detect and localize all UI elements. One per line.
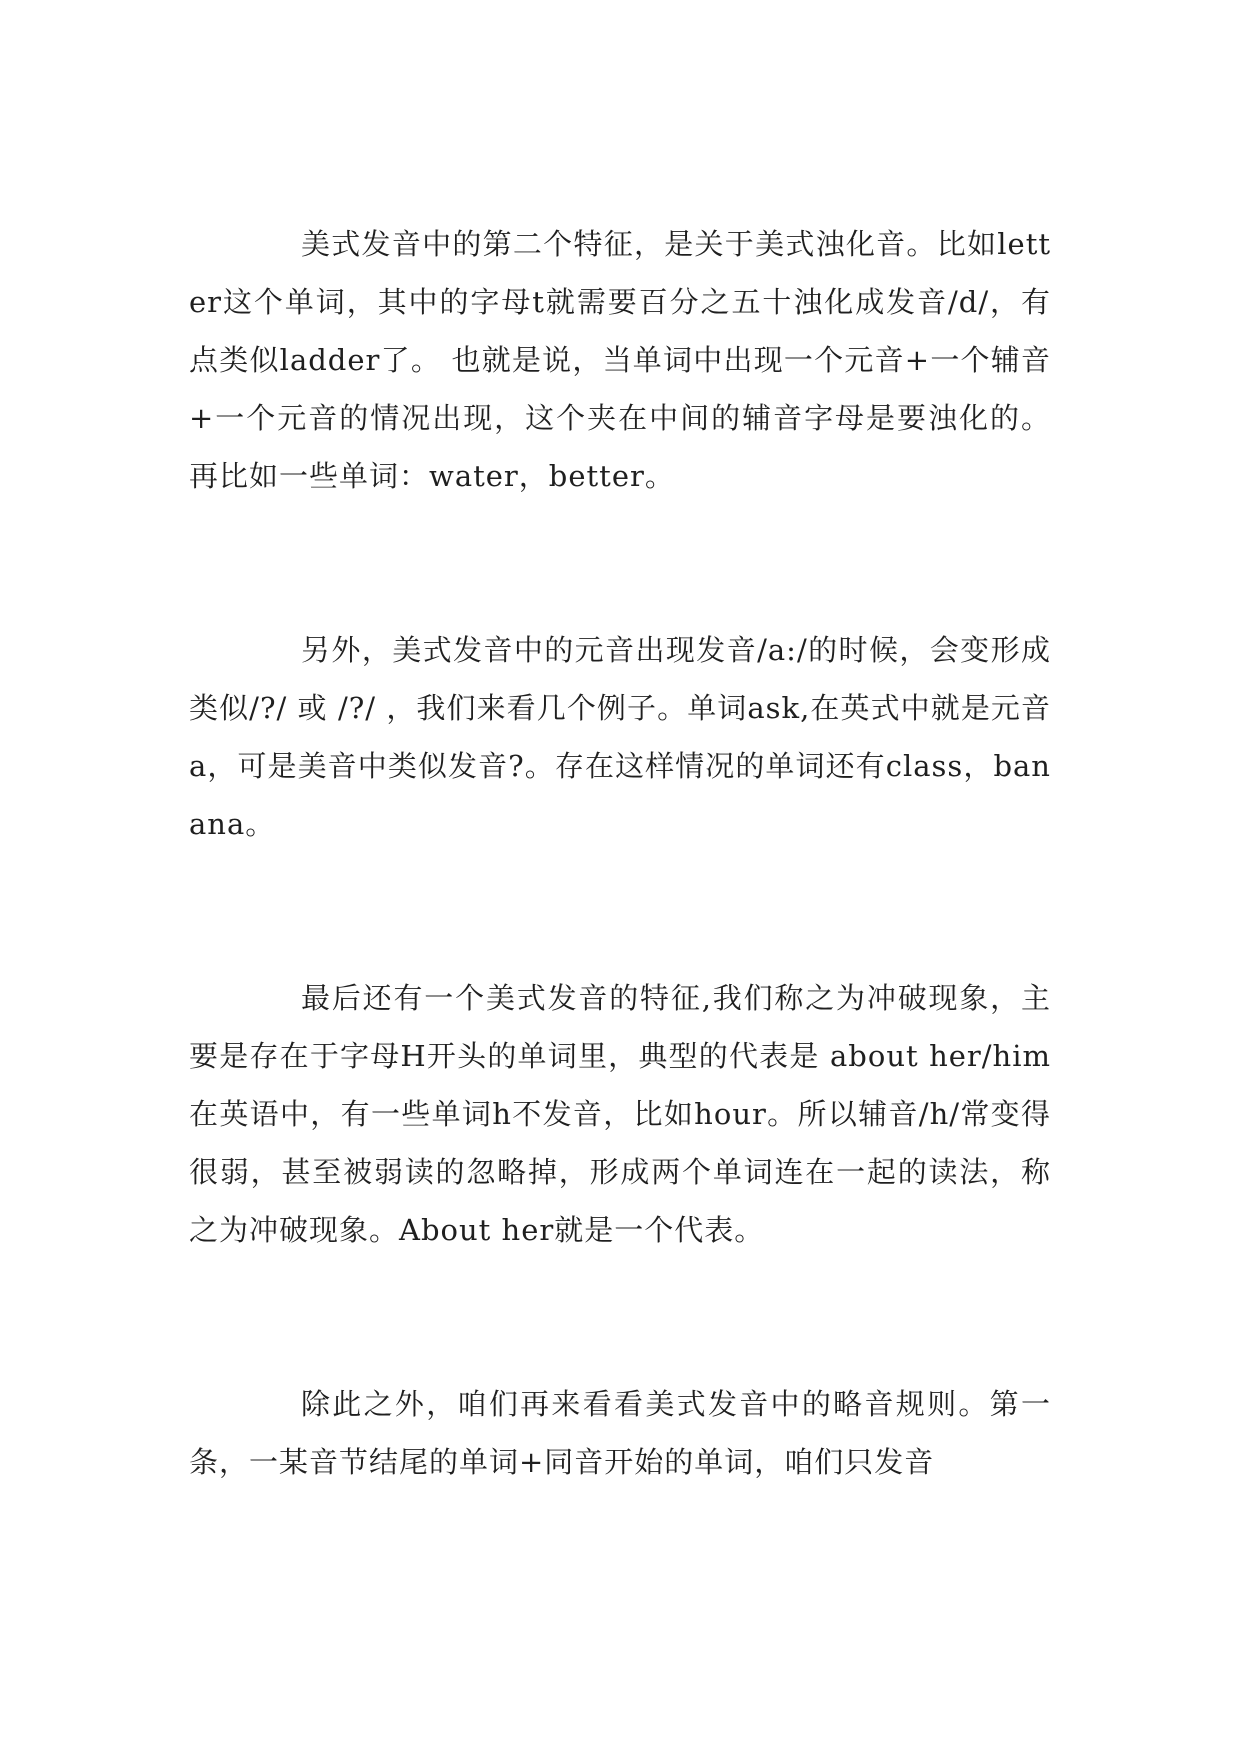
paragraph-elision: 除此之外，咱们再来看看美式发音中的略音规则。第一条，一某音节结尾的单词+同音开始的单词，咱们只发音	[189, 1387, 1051, 1479]
document-body	[189, 215, 1051, 1491]
paragraph-vowel-change: 另外，美式发音中的元音出现发音/a:/的时候，会变形成类似/?/ 或 /?/ ，我们来看几个例子。单词ask,在英式中就是元音a，可是美音中类似发音?。存在这样情况的单词还有class，banana。	[189, 633, 1051, 841]
paragraph-breakthrough: 最后还有一个美式发音的特征,我们称之为冲破现象，主要是存在于字母H开头的单词里，典型的代表是 about her/him 在英语中，有一些单词h不发音，比如hour。所以辅音/h/常变得很弱，甚至被弱读的忽略掉，形成两个单词连在一起的读法，称之为冲破现象。About her就是一个代表。	[189, 981, 1051, 1247]
paragraph-voicing: 美式发音中的第二个特征，是关于美式浊化音。比如letter这个单词，其中的字母t就需要百分之五十浊化成发音/d/，有点类似ladder了。 也就是说，当单词中出现一个元音+一个辅音+一个元音的情况出现，这个夹在中间的辅音字母是要浊化的。再比如一些单词：water，better。	[189, 227, 1051, 493]
